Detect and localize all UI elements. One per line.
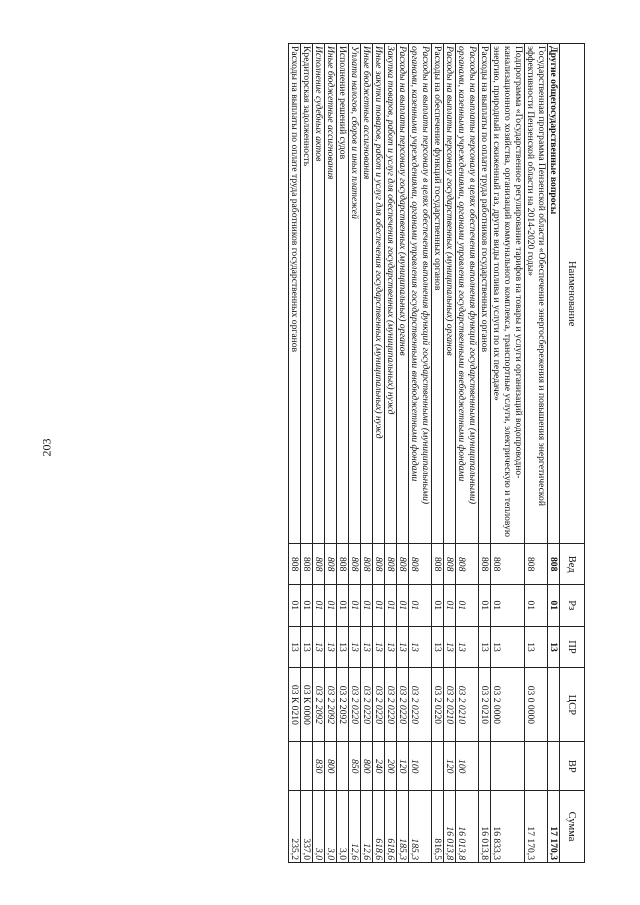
cell-rz: 01 bbox=[289, 584, 301, 626]
table-row bbox=[479, 44, 491, 863]
header-vr: ВР bbox=[560, 742, 585, 791]
cell-sum: 185,3 bbox=[397, 791, 409, 863]
header-ved: Вед bbox=[560, 544, 585, 585]
cell-vr: 120 bbox=[397, 742, 409, 791]
cell-csr: 03 2 0210 bbox=[456, 668, 479, 742]
cell-csr: 03 2 2092 bbox=[313, 668, 325, 742]
cell-name: Иные закупки товаров, работ и услуг для обеспечения государственных (муниципальных) нужд bbox=[373, 44, 385, 544]
cell-rz: 01 bbox=[432, 584, 444, 626]
cell-vr: 850 bbox=[349, 742, 361, 791]
cell-ved: 808 bbox=[289, 544, 301, 585]
cell-name: Расходы на выплаты персоналу государственных (муниципальных) органов bbox=[397, 44, 409, 544]
cell-sum: 16 013,8 bbox=[456, 791, 479, 863]
cell-pr: 13 bbox=[432, 626, 444, 668]
cell-ved: 808 bbox=[337, 544, 349, 585]
rotated-table-container bbox=[75, 43, 585, 863]
page-number: 203 bbox=[39, 438, 54, 457]
cell-ved: 808 bbox=[373, 544, 385, 585]
cell-name: Расходы на выплаты персоналу в целях обеспечения выполнения функций государственными (муниципальными) органами, казенными учреждениями, органами управления государственными внебюджетными фондами bbox=[409, 44, 432, 544]
cell-ved: 808 bbox=[432, 544, 444, 585]
cell-sum: 235,2 bbox=[289, 791, 301, 863]
cell-name: Кредиторская задолженность bbox=[301, 44, 313, 544]
table-row bbox=[301, 44, 313, 863]
cell-name: Расходы на выплаты персоналу государственных (муниципальных) органов bbox=[444, 44, 456, 544]
cell-ved: 808 bbox=[313, 544, 325, 585]
cell-name: Исполнение решений судов bbox=[337, 44, 349, 544]
budget-table bbox=[288, 43, 585, 863]
cell-vr bbox=[337, 742, 349, 791]
cell-vr bbox=[525, 742, 548, 791]
cell-name: Расходы на выплаты персоналу в целях обеспечения выполнения функций государственными (муниципальными) органами, казенными учреждениями, органами управления государственными внебюджетными фондами bbox=[456, 44, 479, 544]
cell-pr: 13 bbox=[397, 626, 409, 668]
cell-rz: 01 bbox=[444, 584, 456, 626]
cell-ved: 808 bbox=[385, 544, 397, 585]
cell-vr bbox=[432, 742, 444, 791]
cell-sum: 816,5 bbox=[432, 791, 444, 863]
cell-rz: 01 bbox=[325, 584, 337, 626]
cell-ved: 808 bbox=[548, 544, 560, 585]
cell-pr: 13 bbox=[361, 626, 373, 668]
cell-rz: 01 bbox=[373, 584, 385, 626]
cell-pr: 13 bbox=[373, 626, 385, 668]
table-row bbox=[525, 44, 548, 863]
cell-pr: 13 bbox=[313, 626, 325, 668]
cell-name: Расходы на выплаты по оплате труда работников государственных органов bbox=[289, 44, 301, 544]
header-pr: ПР bbox=[560, 626, 585, 668]
cell-vr: 100 bbox=[456, 742, 479, 791]
header-csr: ЦСР bbox=[560, 668, 585, 742]
cell-name: Другие общегосударственные вопросы bbox=[548, 44, 560, 544]
table-row bbox=[409, 44, 432, 863]
cell-name: Расходы на обеспечение функций государственных органов bbox=[432, 44, 444, 544]
cell-csr: 03 К 0210 bbox=[289, 668, 301, 742]
cell-csr: 03 2 2092 bbox=[337, 668, 349, 742]
cell-name: Расходы на выплаты по оплате труда работников государственных органов bbox=[479, 44, 491, 544]
cell-pr: 13 bbox=[548, 626, 560, 668]
cell-pr: 13 bbox=[337, 626, 349, 668]
cell-pr: 13 bbox=[325, 626, 337, 668]
cell-csr: 03 2 0220 bbox=[385, 668, 397, 742]
table-row bbox=[313, 44, 325, 863]
cell-name: Подпрограмма «Государственное регулирование тарифов на товары и услуги организаций водопроводно-канализационного хозяйства, организаций коммунального комплекса, транспортные услуги, электрическую и тепловую энергию, природный и сжиженный газ, другие виды топлива и услуги по их передаче» bbox=[491, 44, 525, 544]
cell-sum: 12,6 bbox=[349, 791, 361, 863]
cell-sum: 3,0 bbox=[337, 791, 349, 863]
cell-sum: 618,6 bbox=[373, 791, 385, 863]
cell-rz: 01 bbox=[313, 584, 325, 626]
cell-sum: 16 013,8 bbox=[444, 791, 456, 863]
cell-rz: 01 bbox=[397, 584, 409, 626]
cell-csr: 03 2 0220 bbox=[432, 668, 444, 742]
table-row bbox=[349, 44, 361, 863]
cell-csr bbox=[548, 668, 560, 742]
cell-csr: 03 2 0220 bbox=[397, 668, 409, 742]
header-rz: Рз bbox=[560, 584, 585, 626]
header-name: Наименование bbox=[560, 44, 585, 544]
cell-rz: 01 bbox=[301, 584, 313, 626]
cell-csr: 03 2 0220 bbox=[349, 668, 361, 742]
cell-sum: 12,6 bbox=[361, 791, 373, 863]
table-row bbox=[385, 44, 397, 863]
cell-sum: 185,3 bbox=[409, 791, 432, 863]
cell-pr: 13 bbox=[479, 626, 491, 668]
cell-pr: 13 bbox=[456, 626, 479, 668]
header-sum: Сумма bbox=[560, 791, 585, 863]
cell-ved: 808 bbox=[444, 544, 456, 585]
cell-ved: 808 bbox=[301, 544, 313, 585]
cell-sum: 17 170,3 bbox=[548, 791, 560, 863]
cell-sum: 16 013,8 bbox=[479, 791, 491, 863]
cell-vr: 830 bbox=[313, 742, 325, 791]
cell-rz: 01 bbox=[491, 584, 525, 626]
cell-vr: 800 bbox=[361, 742, 373, 791]
cell-vr bbox=[548, 742, 560, 791]
table-header-row bbox=[560, 44, 585, 863]
cell-csr: 03 2 0210 bbox=[444, 668, 456, 742]
cell-ved: 808 bbox=[525, 544, 548, 585]
cell-name: Исполнение судебных актов bbox=[313, 44, 325, 544]
cell-rz: 01 bbox=[337, 584, 349, 626]
table-row bbox=[444, 44, 456, 863]
cell-sum: 3,0 bbox=[313, 791, 325, 863]
cell-vr: 100 bbox=[409, 742, 432, 791]
cell-sum: 16 833,3 bbox=[491, 791, 525, 863]
cell-pr: 13 bbox=[385, 626, 397, 668]
table-row bbox=[548, 44, 560, 863]
cell-vr bbox=[301, 742, 313, 791]
cell-name: Уплата налогов, сборов и иных платежей bbox=[349, 44, 361, 544]
cell-rz: 01 bbox=[385, 584, 397, 626]
cell-pr: 13 bbox=[409, 626, 432, 668]
cell-vr bbox=[289, 742, 301, 791]
cell-ved: 808 bbox=[325, 544, 337, 585]
table-row bbox=[397, 44, 409, 863]
table-row bbox=[373, 44, 385, 863]
cell-rz: 01 bbox=[349, 584, 361, 626]
table-row bbox=[325, 44, 337, 863]
cell-sum: 3,0 bbox=[325, 791, 337, 863]
cell-vr: 120 bbox=[444, 742, 456, 791]
cell-rz: 01 bbox=[456, 584, 479, 626]
cell-csr: 03 2 2092 bbox=[325, 668, 337, 742]
cell-pr: 13 bbox=[349, 626, 361, 668]
cell-pr: 13 bbox=[301, 626, 313, 668]
cell-csr: 03 2 0220 bbox=[409, 668, 432, 742]
cell-ved: 808 bbox=[491, 544, 525, 585]
cell-pr: 13 bbox=[444, 626, 456, 668]
cell-sum: 17 170,3 bbox=[525, 791, 548, 863]
cell-ved: 808 bbox=[397, 544, 409, 585]
table-row bbox=[432, 44, 444, 863]
cell-name: Иные бюджетные ассигнования bbox=[361, 44, 373, 544]
cell-pr: 13 bbox=[525, 626, 548, 668]
table-row bbox=[361, 44, 373, 863]
cell-vr bbox=[479, 742, 491, 791]
cell-pr: 13 bbox=[289, 626, 301, 668]
cell-sum: 337,0 bbox=[301, 791, 313, 863]
table-row bbox=[491, 44, 525, 863]
cell-rz: 01 bbox=[361, 584, 373, 626]
cell-vr bbox=[491, 742, 525, 791]
cell-ved: 808 bbox=[409, 544, 432, 585]
cell-ved: 808 bbox=[361, 544, 373, 585]
cell-pr: 13 bbox=[491, 626, 525, 668]
cell-rz: 01 bbox=[548, 584, 560, 626]
cell-ved: 808 bbox=[479, 544, 491, 585]
cell-vr: 200 bbox=[385, 742, 397, 791]
cell-name: Государственная программа Пензенской области «Обеспечение энергосбережения и повышения энергетической эффективности Пензенской области на 2014-2020 годы» bbox=[525, 44, 548, 544]
cell-csr: 03 К 0000 bbox=[301, 668, 313, 742]
table-row bbox=[456, 44, 479, 863]
cell-name: Закупка товаров, работ и услуг для обеспечения государственных (муниципальных) нужд bbox=[385, 44, 397, 544]
cell-vr: 800 bbox=[325, 742, 337, 791]
cell-name: Иные бюджетные ассигнования bbox=[325, 44, 337, 544]
cell-ved: 808 bbox=[349, 544, 361, 585]
cell-sum: 618,6 bbox=[385, 791, 397, 863]
table-row bbox=[289, 44, 301, 863]
cell-csr: 03 2 0220 bbox=[361, 668, 373, 742]
cell-rz: 01 bbox=[525, 584, 548, 626]
cell-csr: 03 0 0000 bbox=[525, 668, 548, 742]
cell-ved: 808 bbox=[456, 544, 479, 585]
cell-csr: 03 2 0210 bbox=[479, 668, 491, 742]
cell-csr: 03 2 0000 bbox=[491, 668, 525, 742]
table-body bbox=[289, 44, 560, 863]
cell-rz: 01 bbox=[409, 584, 432, 626]
cell-rz: 01 bbox=[479, 584, 491, 626]
cell-csr: 03 2 0220 bbox=[373, 668, 385, 742]
table-row bbox=[337, 44, 349, 863]
cell-vr: 240 bbox=[373, 742, 385, 791]
